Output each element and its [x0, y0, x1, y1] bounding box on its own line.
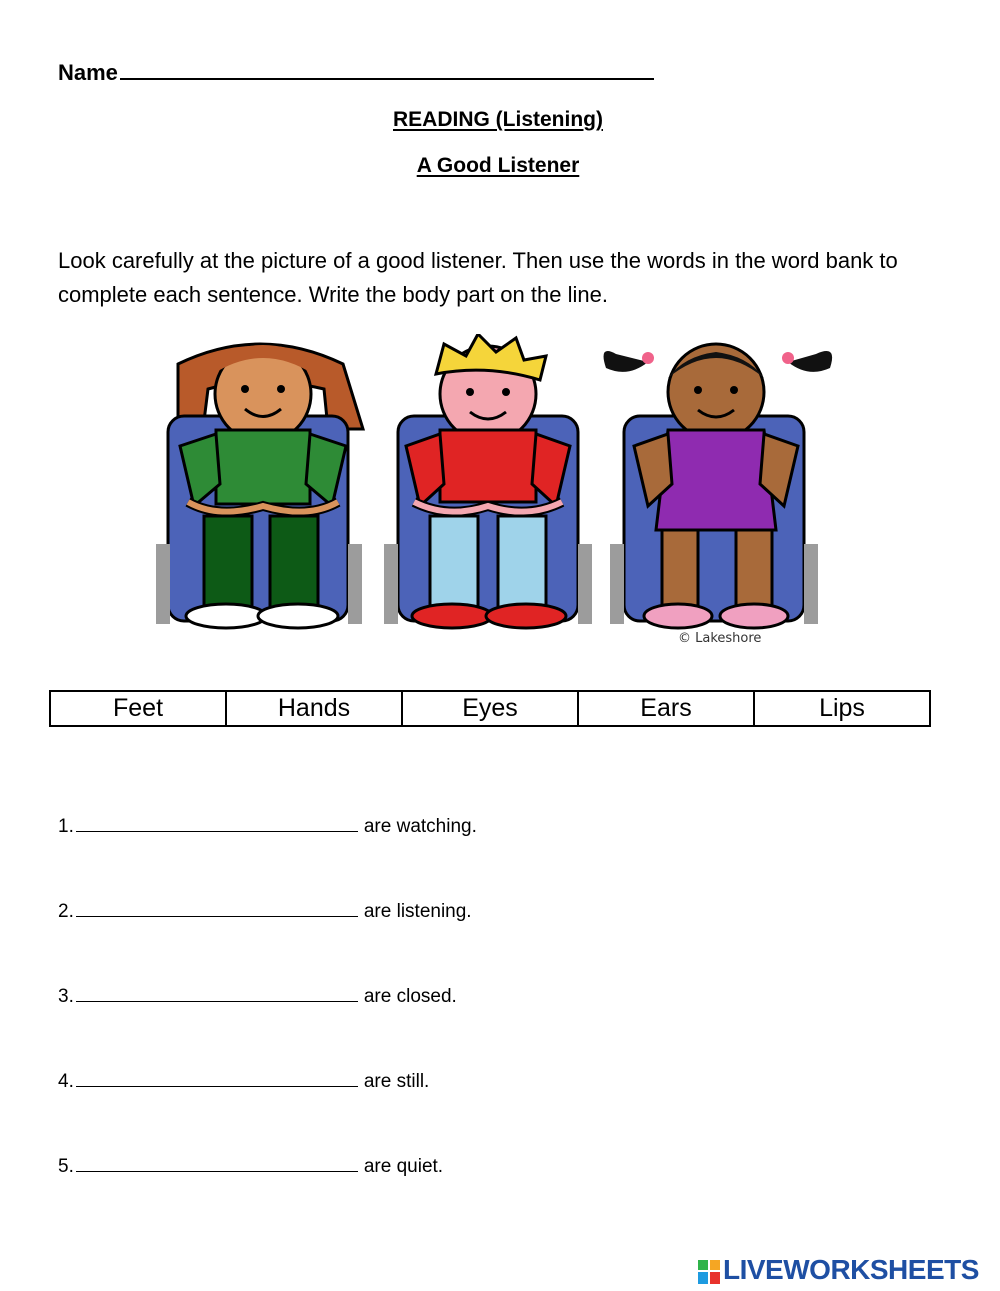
sentence-text: are quiet. — [363, 1156, 444, 1177]
instructions-text: Look carefully at the picture of a good listener. Then use the words in the word bank to complete each sentence. Write the body part on the line. — [58, 248, 898, 307]
brand-name: LIVEWORKSHEETS — [723, 1254, 979, 1285]
answer-blank-4[interactable] — [76, 1072, 358, 1087]
sentence-text: are watching. — [363, 816, 477, 837]
boy-red-shirt-figure — [384, 334, 592, 628]
liveworksheets-logo — [698, 1254, 979, 1286]
sentence-number: 2. — [58, 901, 74, 922]
good-listener-illustration — [148, 334, 848, 649]
sentence-1 — [58, 816, 477, 838]
name-label: Name — [58, 60, 118, 85]
word-bank-cell: Eyes — [402, 691, 578, 726]
word-bank-cell: Lips — [754, 691, 930, 726]
answer-blank-2[interactable] — [76, 902, 358, 917]
sentence-3 — [58, 986, 457, 1008]
sentence-text: are still. — [363, 1071, 430, 1092]
sentence-number: 4. — [58, 1071, 74, 1092]
word-bank-cell: Ears — [578, 691, 754, 726]
page-title: READING (Listening) — [393, 108, 603, 131]
sentence-text: are listening. — [363, 901, 472, 922]
answer-blank-1[interactable] — [76, 817, 358, 832]
sentence-5 — [58, 1156, 443, 1178]
word-bank-cell: Hands — [226, 691, 402, 726]
page-subtitle: A Good Listener — [416, 154, 580, 177]
answer-blank-5[interactable] — [76, 1157, 358, 1172]
word-bank-cell: Feet — [50, 691, 226, 726]
liveworksheets-blocks-icon — [698, 1260, 720, 1284]
sentence-2 — [58, 901, 472, 923]
name-field[interactable] — [58, 58, 654, 86]
sentence-number: 1. — [58, 816, 74, 837]
sentence-4 — [58, 1071, 429, 1093]
sentence-number: 3. — [58, 986, 74, 1007]
girl-purple-dress-figure — [604, 344, 833, 628]
word-bank — [49, 690, 931, 727]
name-blank-line[interactable] — [120, 58, 654, 80]
sentence-text: are closed. — [363, 986, 457, 1007]
sentence-number: 5. — [58, 1156, 74, 1177]
girl-green-shirt-figure — [156, 344, 363, 628]
illustration-watermark: © Lakeshore — [678, 631, 762, 646]
answer-blank-3[interactable] — [76, 987, 358, 1002]
